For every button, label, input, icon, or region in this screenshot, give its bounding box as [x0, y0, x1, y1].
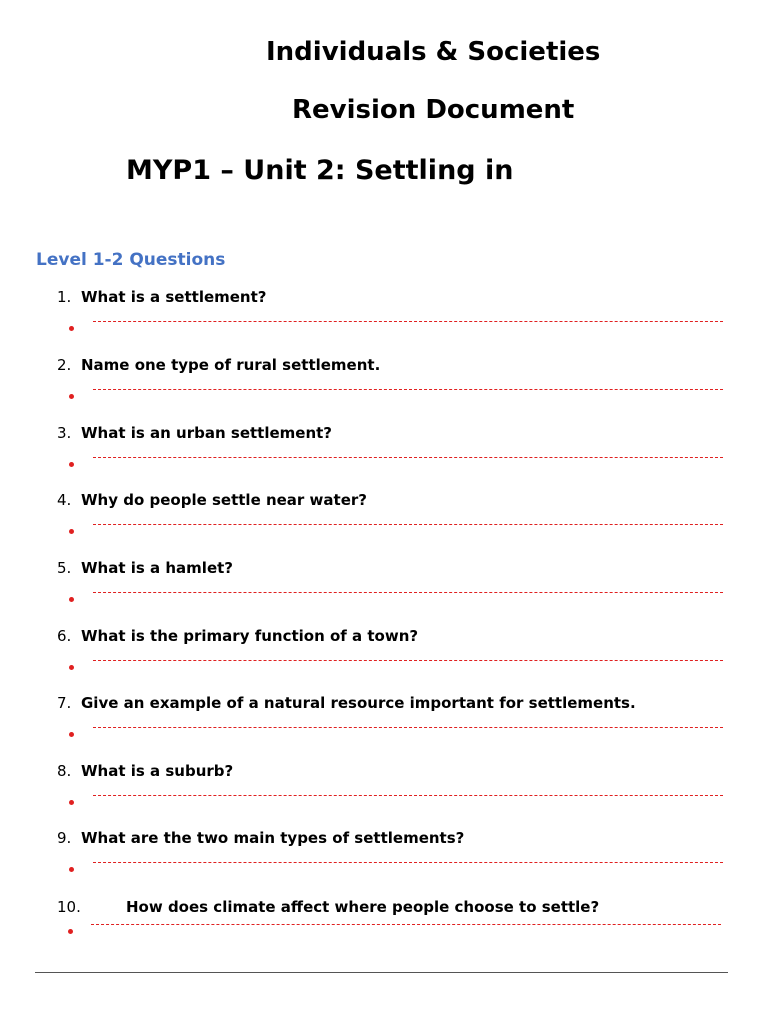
- question-text: What is a settlement?: [81, 288, 267, 306]
- question-item: [0, 762, 768, 830]
- question-item: [0, 559, 768, 627]
- answer-line[interactable]: [93, 862, 723, 863]
- question-number: 7.: [57, 694, 72, 712]
- answer-line[interactable]: [93, 795, 723, 796]
- answer-line[interactable]: [93, 457, 723, 458]
- answer-line[interactable]: [93, 727, 723, 728]
- document-title: Individuals & Societies: [266, 37, 601, 67]
- question-text: Name one type of rural settlement.: [81, 356, 381, 374]
- section-heading: Level 1-2 Questions: [36, 250, 226, 270]
- answer-line[interactable]: [93, 321, 723, 322]
- question-number: 8.: [57, 762, 72, 780]
- question-text: What is an urban settlement?: [81, 424, 333, 442]
- bullet-icon: [69, 529, 74, 534]
- question-number: 3.: [57, 424, 72, 442]
- question-text: What is a hamlet?: [81, 559, 233, 577]
- question-number: 2.: [57, 356, 72, 374]
- question-text: What is a suburb?: [81, 762, 234, 780]
- question-number: 9.: [57, 829, 72, 847]
- answer-line[interactable]: [93, 389, 723, 390]
- question-number: 10.: [57, 898, 81, 916]
- question-number: 1.: [57, 288, 72, 306]
- answer-line[interactable]: [93, 592, 723, 593]
- bullet-icon: [69, 462, 74, 467]
- question-text: Why do people settle near water?: [81, 491, 367, 509]
- unit-title: MYP1 – Unit 2: Settling in: [126, 155, 514, 186]
- answer-line[interactable]: [93, 524, 723, 525]
- question-item: [0, 694, 768, 762]
- bullet-icon: [69, 665, 74, 670]
- answer-line[interactable]: [93, 660, 723, 661]
- question-text: What are the two main types of settlements?: [81, 829, 465, 847]
- question-item: [0, 356, 768, 424]
- question-number: 6.: [57, 627, 72, 645]
- bullet-icon: [68, 929, 73, 934]
- question-item: [0, 424, 768, 492]
- question-number: 5.: [57, 559, 72, 577]
- question-text: What is the primary function of a town?: [81, 627, 419, 645]
- question-item: [0, 829, 768, 897]
- question-item: [0, 491, 768, 559]
- question-item: [0, 288, 768, 356]
- document-subtitle: Revision Document: [292, 95, 575, 125]
- question-item: [0, 627, 768, 695]
- bullet-icon: [69, 867, 74, 872]
- bullet-icon: [69, 800, 74, 805]
- bullet-icon: [69, 597, 74, 602]
- bullet-icon: [69, 326, 74, 331]
- question-item: [0, 898, 768, 966]
- question-text: How does climate affect where people choose to settle?: [126, 898, 600, 916]
- bullet-icon: [69, 732, 74, 737]
- bullet-icon: [69, 394, 74, 399]
- question-text: Give an example of a natural resource important for settlements.: [81, 694, 636, 712]
- question-number: 4.: [57, 491, 72, 509]
- answer-line[interactable]: [91, 924, 721, 925]
- footer-divider: [35, 972, 728, 973]
